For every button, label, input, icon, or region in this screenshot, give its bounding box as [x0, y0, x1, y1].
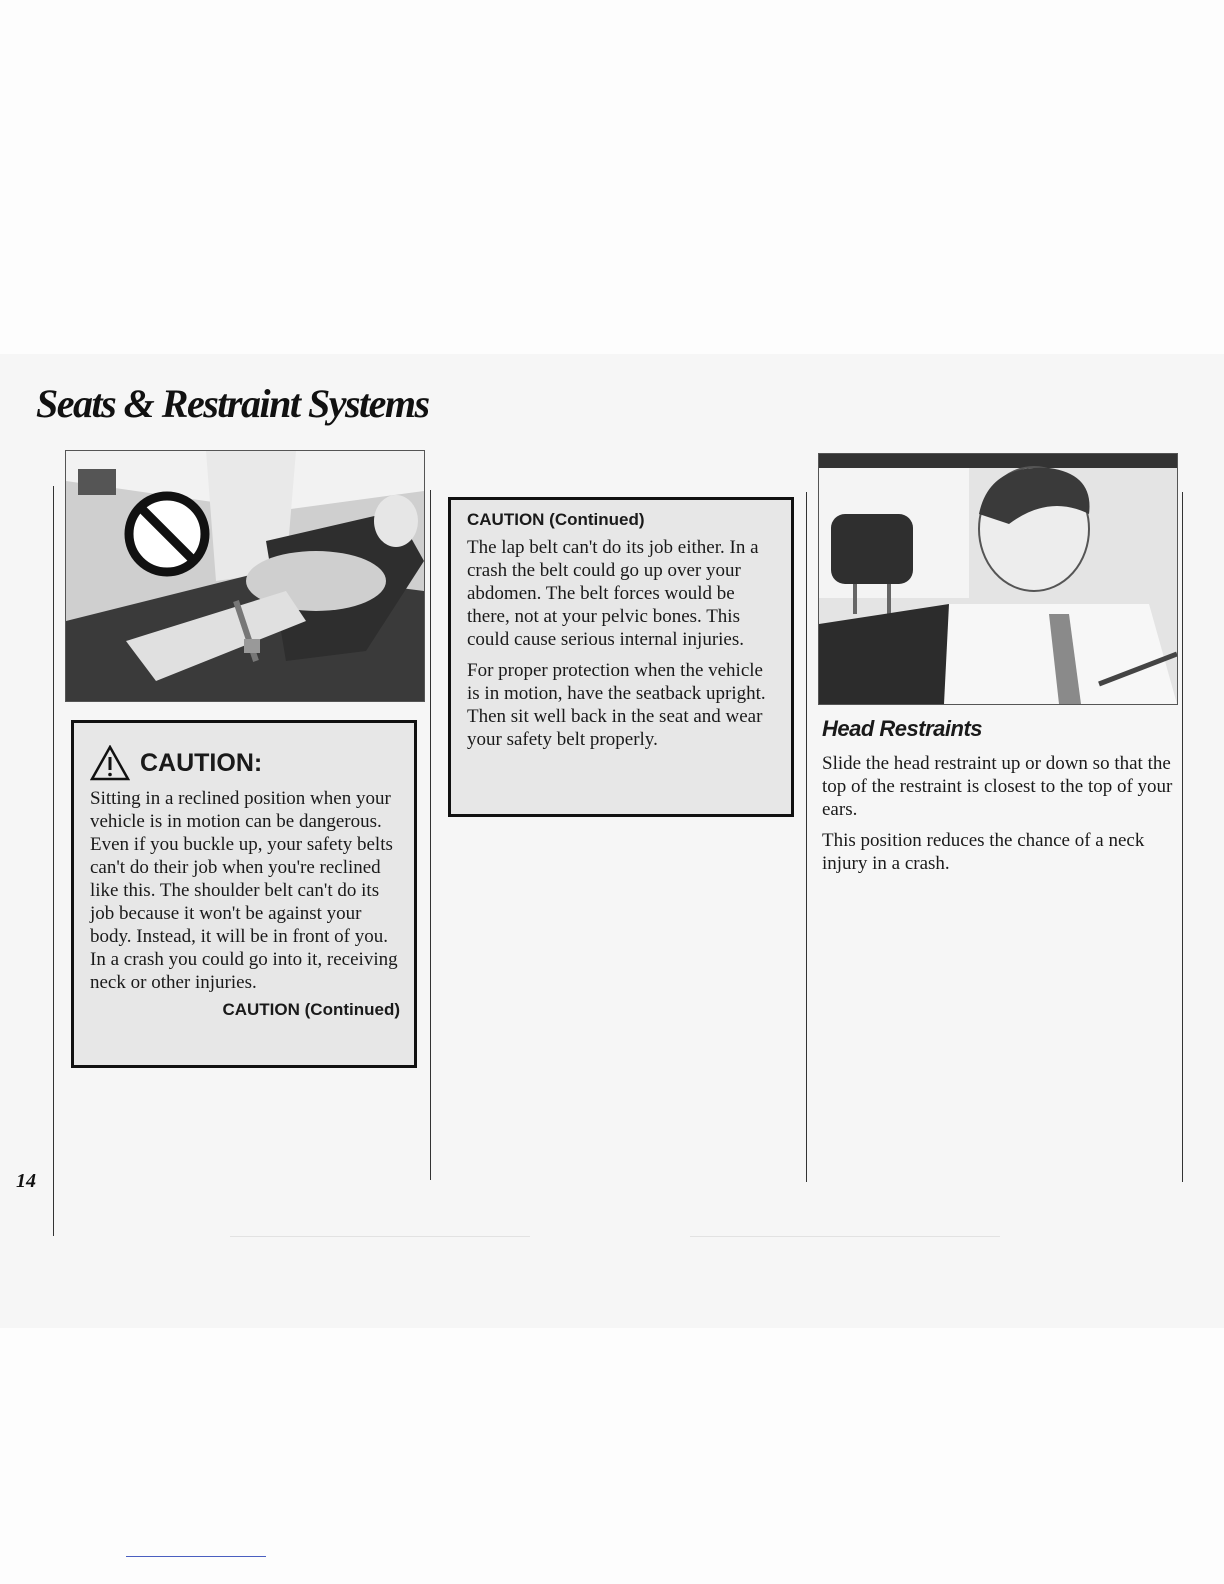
caution-heading	[90, 745, 400, 781]
caution-paragraph-1: The lap belt can't do its job either. In a crash the belt could go up over your abdomen. The belt forces would be there, not at your pelvic bones. This could cause serious internal injuries.	[467, 537, 759, 650]
caution-heading-text: CAUTION:	[140, 748, 263, 777]
driver-head-restraint-illustration	[818, 453, 1178, 705]
footer-rule-right	[690, 1236, 1000, 1237]
no-symbol-icon	[122, 489, 212, 579]
head-restraints-text	[822, 752, 1174, 875]
footer-link-underline	[126, 1556, 266, 1557]
column-rule-middle-left	[430, 490, 431, 1180]
column-rule-left	[53, 486, 54, 1236]
caution-text: Sitting in a reclined position when your vehicle is in motion can be dangerous. Even if you buckle up, your safety belts can't do their job when you're reclined like this. The shoulder belt can't do its job because it won't be against your body. Instead, it will be in front of you. In a crash you could go into it, receiving neck or other injuries.	[90, 788, 398, 993]
caution-box-reclined	[71, 720, 417, 1068]
page-number: 14	[16, 1170, 36, 1192]
caution-continued-label: CAUTION (Continued)	[222, 1000, 400, 1019]
caution-paragraph-2: For proper protection when the vehicle is in motion, have the seatback upright. Then sit well back in the seat and wear your safety belt properly.	[467, 660, 766, 750]
footer-rule-left	[230, 1236, 530, 1237]
column-rule-middle-right	[806, 492, 807, 1182]
column-rule-right	[1182, 492, 1183, 1182]
head-restraints-paragraph-2: This position reduces the chance of a neck injury in a crash.	[822, 830, 1145, 874]
head-restraints-heading: Head Restraints	[822, 716, 983, 741]
reclined-passenger-illustration	[65, 450, 425, 702]
caution-box-continued	[448, 497, 794, 817]
warning-triangle-icon	[90, 745, 130, 781]
caution-continued-heading: CAUTION (Continued)	[467, 510, 645, 529]
section-title: Seats & Restraint Systems	[36, 381, 429, 426]
head-restraints-paragraph-1: Slide the head restraint up or down so that the top of the restraint is closest to the top of your ears.	[822, 753, 1173, 820]
